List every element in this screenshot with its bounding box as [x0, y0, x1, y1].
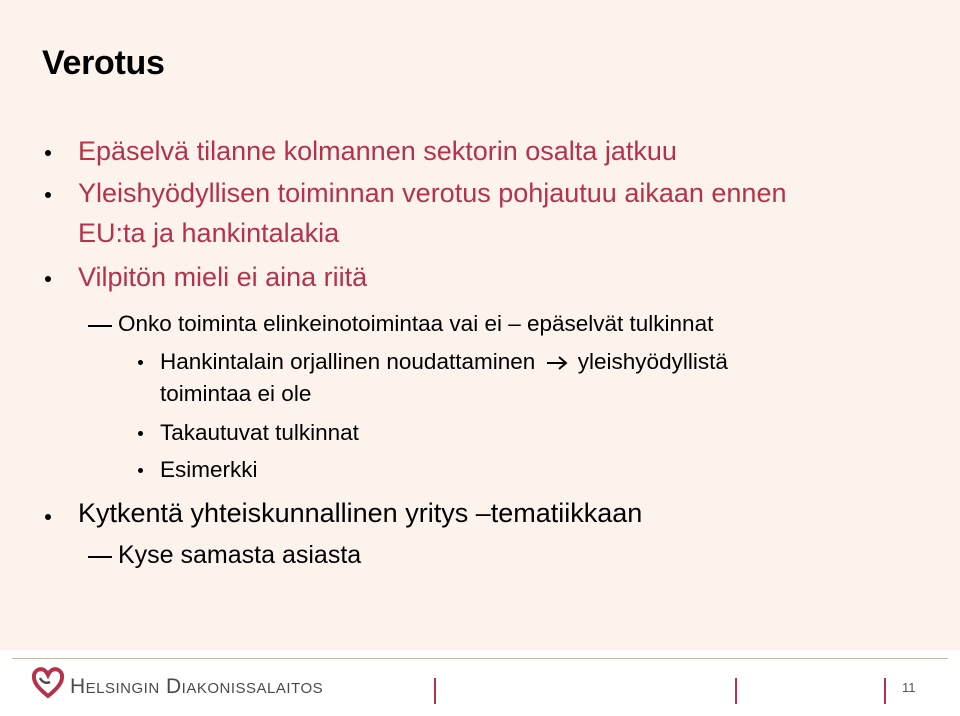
dash-icon: [88, 556, 112, 558]
bullet-text: Kytkentä yhteiskunnallinen yritys –tematiikkaan: [78, 498, 643, 528]
sub-sub-bullet-continuation: toimintaa ei ole: [160, 381, 312, 406]
bullet-text: Epäselvä tilanne kolmannen sektorin osalta jatkuu: [78, 136, 677, 166]
sub-sub-bullet-part: Hankintalain orjallinen noudattaminen: [160, 349, 536, 374]
footer-separator: [884, 678, 886, 704]
sub-sub-bullet-text: Takautuvat tulkinnat: [160, 420, 359, 445]
footer-separator: [735, 678, 737, 704]
sub-bullet-text: Kyse samasta asiasta: [118, 541, 362, 569]
bullet-icon: [138, 431, 143, 436]
page-number: 11: [902, 680, 916, 695]
bullet-text-continuation: EU:ta ja hankintalakia: [78, 218, 340, 248]
heart-logo-icon: [30, 664, 66, 705]
dash-icon: [88, 325, 112, 327]
bullet-icon: [45, 276, 51, 282]
bullet-icon: [138, 360, 143, 365]
bullet-text: Yleishyödyllisen toiminnan verotus pohjautuu aikaan ennen: [78, 178, 787, 208]
sub-sub-bullet-text: [160, 349, 728, 376]
logo-text: Helsingin Diakonissalaitos: [70, 675, 324, 698]
bullet-icon: [45, 150, 51, 156]
arrow-right-icon: [546, 350, 568, 376]
slide-title: Verotus: [42, 44, 165, 82]
footer-separator: [434, 678, 436, 704]
sub-sub-bullet-part: yleishyödyllistä: [577, 349, 728, 374]
bullet-icon: [138, 468, 143, 473]
bullet-icon: [45, 192, 51, 198]
bullet-icon: [45, 514, 51, 520]
footer-divider: [12, 658, 948, 659]
sub-sub-bullet-text: Esimerkki: [160, 457, 258, 482]
sub-bullet-text: Onko toiminta elinkeinotoimintaa vai ei – epäselvät tulkinnat: [118, 311, 714, 336]
bullet-text: Vilpitön mieli ei aina riitä: [78, 262, 368, 292]
